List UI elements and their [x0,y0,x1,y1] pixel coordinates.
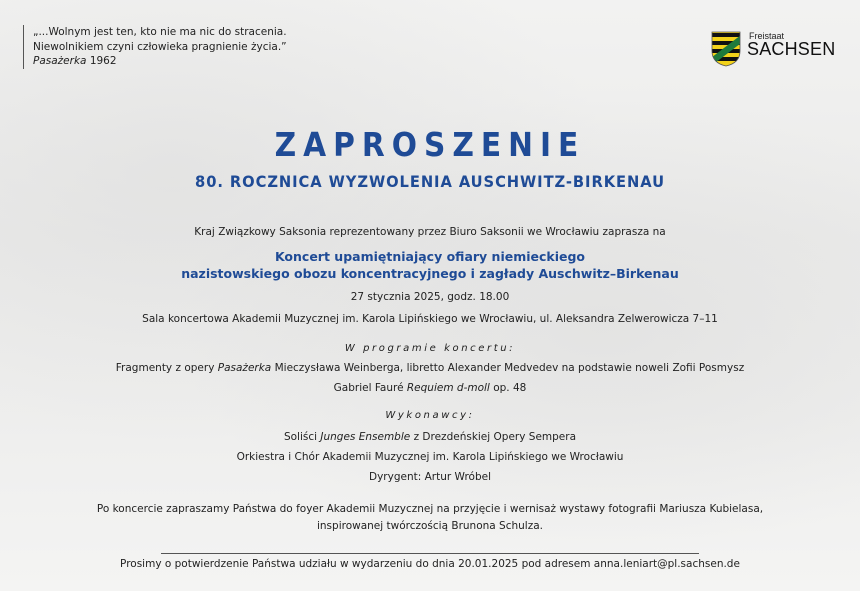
footer-divider [161,553,699,554]
program-heading: W programie koncertu: [344,343,516,354]
closing-line-2: inspirowanej twórczością Brunona Schulza. [316,520,543,532]
concert-title-line-2: nazistowskiego obozu koncentracyjnego i zagłady Auschwitz–Birkenau [181,266,679,281]
performers-ensemble: Junges Ensemble [320,431,411,443]
performers-line-2: Orkiestra i Chór Akademii Muzycznej im. Karola Lipińskiego we Wrocławiu [236,451,624,463]
logo-text-top: Freistaat [749,31,785,41]
event-date: 27 stycznia 2025, godz. 18.00 [350,291,510,303]
performers-line-1 [0,431,860,443]
program-item-2-work: Requiem d-moll [406,382,490,394]
program-item-2 [0,382,860,394]
closing-line-1: Po koncercie zapraszamy Państwa do foyer Akademii Muzycznej na przyjęcie i wernisaż wystawy fotografii Mariusza Kubielasa, [96,503,764,515]
performers-line-1-pre: Soliści [283,431,321,443]
quote-source-title: Pasażerka [33,55,87,67]
epigraph-quote [23,25,287,69]
program-item-1-work: Pasażerka [217,362,272,374]
freistaat-sachsen-logo [711,30,836,70]
event-venue: Sala koncertowa Akademii Muzycznej im. Karola Lipińskiego we Wrocławiu, ul. Aleksandra Zelwerowicza 7–11 [142,313,718,325]
performers-line-1-post: z Drezdeńskiej Opery Sempera [410,431,577,443]
program-item-1-post: Mieczysława Weinberga, libretto Alexander Medvedev na podstawie noweli Zofii Posmysz [271,362,745,374]
program-item-2-pre: Gabriel Fauré [333,382,407,394]
logo-text-main: SACHSEN [747,39,836,59]
performers-conductor: Dyrygent: Artur Wróbel [369,471,491,483]
invitation-title: ZAPROSZENIE [274,125,586,164]
invitation-subtitle: 80. ROCZNICA WYZWOLENIA AUSCHWITZ-BIRKENAU [195,172,665,191]
concert-title [0,248,860,282]
concert-title-line-1: Koncert upamiętniający ofiary niemieckiego [274,249,586,264]
saxony-coat-of-arms-icon [711,31,741,67]
quote-line-2: Niewolnikiem czyni człowieka pragnienie życia.” [33,40,287,53]
quote-source [33,54,287,69]
quote-source-year: 1962 [86,55,117,67]
program-item-1 [0,362,860,374]
performers-heading: Wykonawcy: [385,410,475,421]
program-item-2-post: op. 48 [489,382,527,394]
rsvp-footer: Prosimy o potwierdzenie Państwa udziału w wydarzeniu do dnia 20.01.2025 pod adresem anna.leniart@pl.sachsen.de [120,558,740,570]
intro-text: Kraj Związkowy Saksonia reprezentowany przez Biuro Saksonii we Wrocławiu zaprasza na [194,226,666,238]
program-item-1-pre: Fragmenty z opery [115,362,218,374]
quote-line-1: „...Wolnym jest ten, kto nie ma nic do stracenia. [33,26,287,38]
